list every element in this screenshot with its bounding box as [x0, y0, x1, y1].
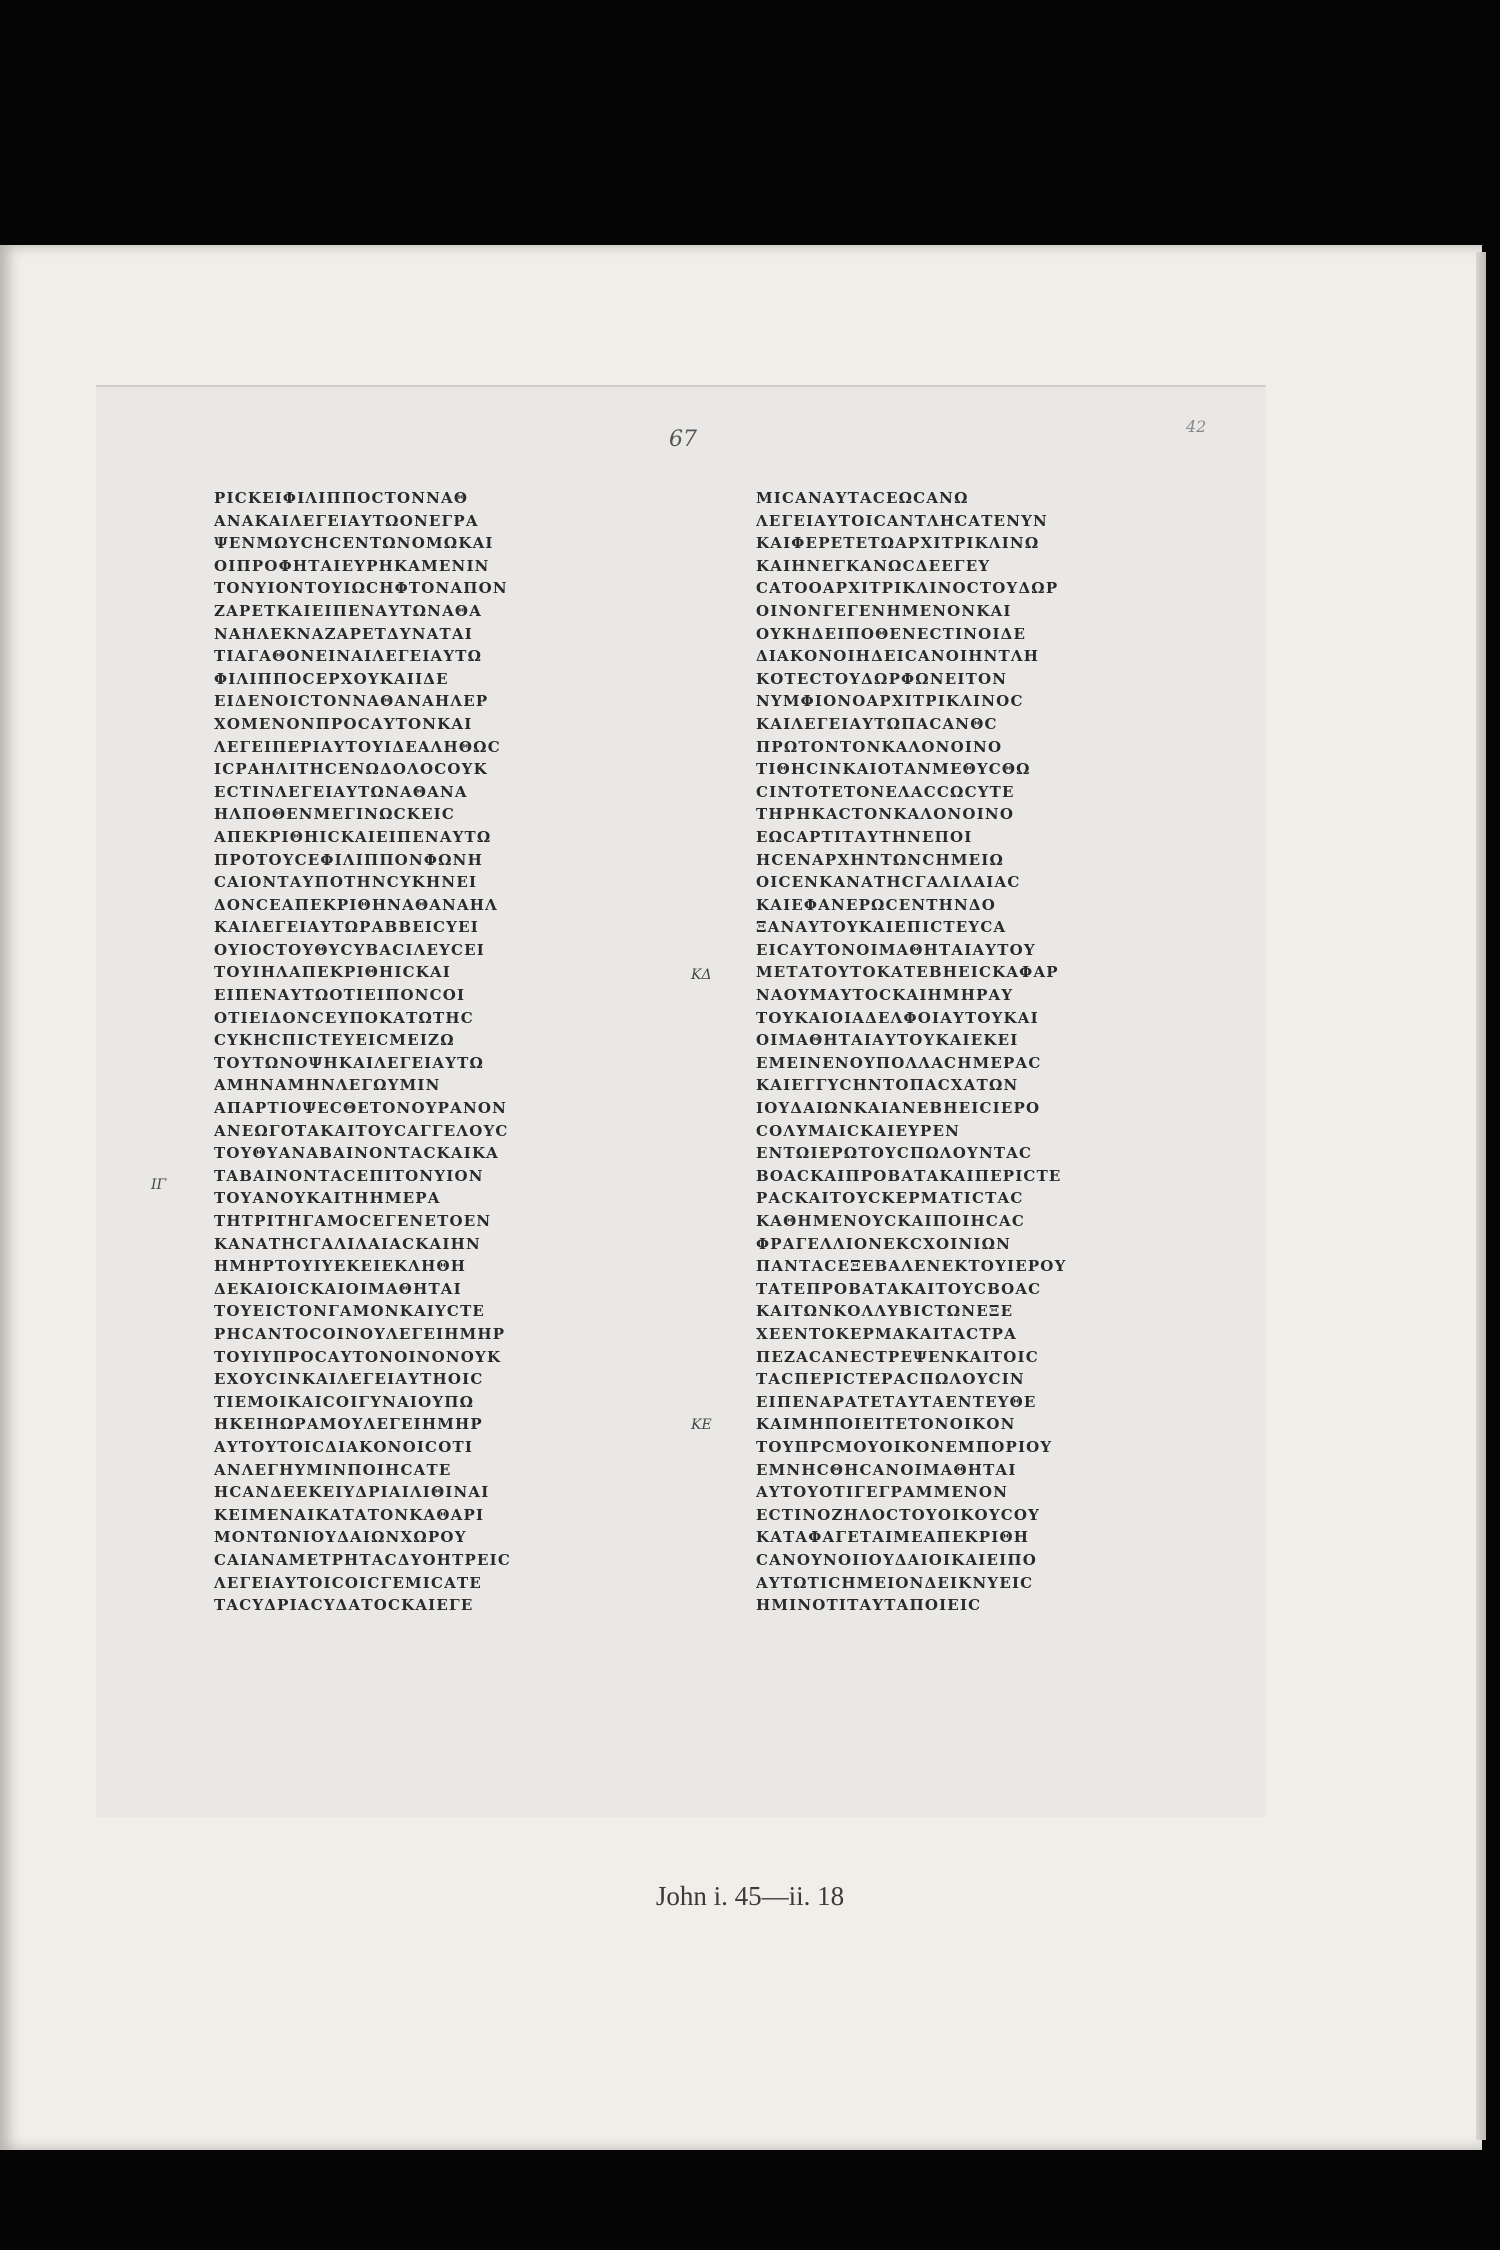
manuscript-line: ΨΕΝΜΩΥCΗCΕΝΤΩΝΟΜΩΚΑΙ: [214, 534, 494, 553]
manuscript-line: ΚΑΙΕΦΑΝΕΡΩCΕΝΤΗΝΔΟ: [756, 895, 997, 914]
margin-mark: ΙΓ: [151, 1177, 167, 1193]
manuscript-line: ΚΑΙΗΝΕΓΚΑΝΩCΔΕΕΓΕΥ: [756, 556, 991, 575]
manuscript-line: ΞΑΝΑΥΤΟΥΚΑΙΕΠΙCΤΕΥCΑ: [756, 918, 1007, 937]
manuscript-plate: [96, 385, 1266, 1817]
manuscript-line: ΤΑCΠΕΡΙCΤΕΡΑCΠΩΛΟΥCΙΝ: [756, 1370, 1025, 1389]
manuscript-line: ΕΙΔΕΝΟΙCΤΟΝΝΑΘΑΝΑΗΛΕΡ: [214, 692, 489, 711]
left-text-column: [214, 487, 684, 1617]
manuscript-line: ΕΜΕΙΝΕΝΟΥΠΟΛΛΑCΗΜΕΡΑC: [756, 1053, 1042, 1072]
manuscript-line: ΤΙΘΗCΙΝΚΑΙΟΤΑΝΜΕΘΥCΘΩ: [756, 760, 1031, 779]
manuscript-line: ΙCΡΑΗΛΙΤΗCΕΝΩΔΟΛΟCΟΥΚ: [214, 760, 488, 779]
manuscript-line: ΜΙCΑΝΑΥΤΑCΕΩCΑΝΩ: [756, 489, 969, 507]
manuscript-line: ΕCΤΙΝΟΖΗΛΟCΤΟΥΟΙΚΟΥCΟΥ: [756, 1505, 1041, 1524]
manuscript-line: ΑΥΤΟΥΟΤΙΓΕΓΡΑΜΜΕΝΟΝ: [756, 1483, 1009, 1502]
manuscript-line: ΧΕΕΝΤΟΚΕΡΜΑΚΑΙΤΑCΤΡΑ: [756, 1324, 1017, 1343]
manuscript-line: ΔΕΚΑΙΟΙCΚΑΙΟΙΜΑΘΗΤΑΙ: [214, 1279, 462, 1298]
manuscript-line: ΡΙCΚΕΙΦΙΛΙΠΠΟCΤΟΝΝΑΘ: [214, 489, 469, 507]
manuscript-line: ΕΩCΑΡΤΙΤΑΥΤΗΝΕΠΟΙ: [756, 827, 973, 846]
manuscript-line: ΤΟΝΥΙΟΝΤΟΥΙΩCΗΦΤΟΝΑΠΟΝ: [214, 579, 508, 598]
manuscript-line: CΑΙΑΝΑΜΕΤΡΗΤΑCΔΥΟΗΤΡΕΙC: [214, 1550, 511, 1569]
manuscript-line: ΗCΕΝΑΡΧΗΝΤΩΝCΗΜΕΙΩ: [756, 850, 1005, 869]
manuscript-line: ΟΙCΕΝΚΑΝΑΤΗCΓΑΛΙΛΑΙΑC: [756, 873, 1021, 892]
manuscript-line: ΑΜΗΝΑΜΗΝΛΕΓΩΥΜΙΝ: [214, 1076, 441, 1095]
manuscript-line: ΚΟΤΕCΤΟΥΔΩΡΦΩΝΕΙΤΟΝ: [756, 669, 1008, 688]
manuscript-line: ΕCΤΙΝΛΕΓΕΙΑΥΤΩΝΑΘΑΝΑ: [214, 782, 468, 801]
manuscript-line: ΤΟΥΘΥΑΝΑΒΑΙΝΟΝΤΑCΚΑΙΚΑ: [214, 1144, 500, 1163]
manuscript-line: ΚΑΙΛΕΓΕΙΑΥΤΩΡΑΒΒΕΙCΥΕΙ: [214, 918, 479, 937]
manuscript-line: ΝΑΟΥΜΑΥΤΟCΚΑΙΗΜΗΡΑΥ: [756, 986, 1014, 1005]
manuscript-line: ΑΥΤΩΤΙCΗΜΕΙΟΝΔΕΙΚΝΥΕΙC: [756, 1573, 1034, 1592]
manuscript-line: ΗΜΙΝΟΤΙΤΑΥΤΑΠΟΙΕΙC: [756, 1596, 982, 1615]
manuscript-line: ΔΟΝCΕΑΠΕΚΡΙΘΗΝΑΘΑΝΑΗΛ: [214, 895, 499, 914]
manuscript-line: ΝΥΜΦΙΟΝΟΑΡΧΙΤΡΙΚΛΙΝΟC: [756, 692, 1024, 711]
manuscript-line: ΤΗΤΡΙΤΗΓΑΜΟCΕΓΕΝΕΤΟΕΝ: [214, 1212, 492, 1230]
manuscript-line: CΑΤΟΟΑΡΧΙΤΡΙΚΛΙΝΟCΤΟΥΔΩΡ: [756, 579, 1059, 598]
manuscript-line: ΟΥΚΗΔΕΙΠΟΘΕΝΕCΤΙΝΟΙΔΕ: [756, 624, 1027, 643]
manuscript-line: CΥΚΗCΠΙCΤΕΥΕΙCΜΕΙΖΩ: [214, 1031, 455, 1050]
manuscript-line: ΠΕΖΑCΑΝΕCΤΡΕΨΕΝΚΑΙΤΟΙC: [756, 1347, 1039, 1366]
manuscript-line: ΖΑΡΕΤΚΑΙΕΙΠΕΝΑΥΤΩΝΑΘΑ: [214, 601, 483, 620]
manuscript-line: CΑΝΟΥΝΟΙΙΟΥΔΑΙΟΙΚΑΙΕΙΠΟ: [756, 1550, 1037, 1569]
margin-mark: ΚΕ: [691, 1417, 712, 1433]
manuscript-line: ΤΙΑΓΑΘΟΝΕΙΝΑΙΛΕΓΕΙΑΥΤΩ: [214, 647, 483, 666]
manuscript-line: ΚΕΙΜΕΝΑΙΚΑΤΑΤΟΝΚΑΘΑΡΙ: [214, 1505, 485, 1524]
margin-mark: ΚΔ: [691, 967, 712, 983]
manuscript-line: ΤΟΥΚΑΙΟΙΑΔΕΛΦΟΙΑΥΤΟΥΚΑΙ: [756, 1008, 1039, 1027]
manuscript-line: CΙΝΤΟΤΕΤΟΝΕΛΑCCΩCΥΤΕ: [756, 782, 1015, 801]
manuscript-line: ΗΚΕΙΗΩΡΑΜΟΥΛΕΓΕΙΗΜΗΡ: [214, 1415, 483, 1434]
plate-caption: John i. 45—ii. 18: [655, 1881, 845, 1911]
manuscript-line: ΗCΑΝΔΕΕΚΕΙΥΔΡΙΑΙΛΙΘΙΝΑΙ: [214, 1483, 490, 1502]
manuscript-line: ΚΑΙΛΕΓΕΙΑΥΤΩΠΑCΑΝΘC: [756, 714, 998, 733]
manuscript-line: ΗΛΠΟΘΕΝΜΕΓΙΝΩCΚΕΙC: [214, 805, 455, 824]
manuscript-line: ΧΟΜΕΝΟΝΠΡΟCΑΥΤΟΝΚΑΙ: [214, 714, 473, 733]
manuscript-line: ΑΝΕΩΓΟΤΑΚΑΙΤΟΥCΑΓΓΕΛΟΥC: [214, 1121, 509, 1140]
manuscript-line: ΤΗΡΗΚΑCΤΟΝΚΑΛΟΝΟΙΝΟ: [756, 805, 1015, 824]
corner-number: 42: [1186, 417, 1207, 436]
manuscript-line: ΦΡΑΓΕΛΛΙΟΝΕΚCΧΟΙΝΙΩΝ: [756, 1234, 1012, 1253]
manuscript-line: ΤΟΥΕΙCΤΟΝΓΑΜΟΝΚΑΙΥCΤΕ: [214, 1302, 486, 1321]
right-text-column: [756, 487, 1226, 1617]
manuscript-line: ΚΑΙΦΕΡΕΤΕΤΩΑΡΧΙΤΡΙΚΛΙΝΩ: [756, 534, 1040, 553]
manuscript-line: ΚΑΤΑΦΑΓΕΤΑΙΜΕΑΠΕΚΡΙΘΗ: [756, 1528, 1030, 1547]
manuscript-line: CΟΛΥΜΑΙCΚΑΙΕΥΡΕΝ: [756, 1121, 961, 1140]
manuscript-line: ΑΠΑΡΤΙΟΨΕCΘΕΤΟΝΟΥΡΑΝΟΝ: [214, 1099, 508, 1118]
manuscript-line: ΤΑCΥΔΡΙΑCΥΔΑΤΟCΚΑΙΕΓΕ: [214, 1596, 474, 1615]
manuscript-line: ΚΑΝΑΤΗCΓΑΛΙΛΑΙΑCΚΑΙΗΝ: [214, 1234, 481, 1253]
manuscript-line: ΙΟΥΔΑΙΩΝΚΑΙΑΝΕΒΗΕΙCΙΕΡΟ: [756, 1099, 1041, 1118]
manuscript-line: ΑΝΛΕΓΗΥΜΙΝΠΟΙΗCΑΤΕ: [214, 1460, 452, 1479]
manuscript-line: ΠΑΝΤΑCΕΞΕΒΑΛΕΝΕΚΤΟΥΙΕΡΟΥ: [756, 1257, 1067, 1276]
manuscript-line: CΑΙΟΝΤΑΥΠΟΤΗΝCΥΚΗΝΕΙ: [214, 873, 478, 892]
manuscript-line: ΤΟΥΙΥΠΡΟCΑΥΤΟΝΟΙΝΟΝΟΥΚ: [214, 1347, 502, 1366]
manuscript-line: ΕΙΠΕΝΑΥΤΩΟΤΙΕΙΠΟΝCΟΙ: [214, 986, 466, 1005]
manuscript-line: ΤΑΒΑΙΝΟΝΤΑCΕΠΙΤΟΝΥΙΟΝ: [214, 1166, 484, 1185]
manuscript-line: ΜΕΤΑΤΟΥΤΟΚΑΤΕΒΗΕΙCΚΑΦΑΡ: [756, 963, 1059, 982]
manuscript-line: ΤΟΥΤΩΝΟΨΗΚΑΙΛΕΓΕΙΑΥΤΩ: [214, 1053, 485, 1072]
manuscript-line: ΟΤΙΕΙΔΟΝCΕΥΠΟΚΑΤΩΤΗC: [214, 1008, 474, 1027]
manuscript-line: ΗΜΗΡΤΟΥΙΥΕΚΕΙΕΚΛΗΘΗ: [214, 1257, 467, 1276]
book-page-edge: [1476, 252, 1486, 2140]
manuscript-line: ΤΟΥΙΗΛΑΠΕΚΡΙΘΗΙCΚΑΙ: [214, 963, 452, 982]
manuscript-line: ΦΙΛΙΠΠΟCΕΡΧΟΥΚΑΙΙΔΕ: [214, 669, 449, 688]
manuscript-line: ΤΟΥΑΝΟΥΚΑΙΤΗΗΜΕΡΑ: [214, 1189, 441, 1208]
manuscript-line: ΠΡΟΤΟΥCΕΦΙΛΙΠΠΟΝΦΩΝΗ: [214, 850, 483, 869]
manuscript-line: ΤΑΤΕΠΡΟΒΑΤΑΚΑΙΤΟΥCΒΟΑC: [756, 1279, 1042, 1298]
manuscript-line: ΑΥΤΟΥΤΟΙCΔΙΑΚΟΝΟΙCΟΤΙ: [214, 1437, 474, 1456]
manuscript-line: ΤΙΕΜΟΙΚΑΙCΟΙΓΥΝΑΙΟΥΠΩ: [214, 1392, 475, 1411]
manuscript-line: ΟΙΠΡΟΦΗΤΑΙΕΥΡΗΚΑΜΕΝΙΝ: [214, 556, 490, 575]
manuscript-line: ΕΙCΑΥΤΟΝΟΙΜΑΘΗΤΑΙΑΥΤΟΥ: [756, 940, 1036, 959]
manuscript-line: ΒΟΑCΚΑΙΠΡΟΒΑΤΑΚΑΙΠΕΡΙCΤΕ: [756, 1166, 1062, 1185]
manuscript-line: ΚΑΙΕΓΓΥCΗΝΤΟΠΑCΧΑΤΩΝ: [756, 1076, 1019, 1095]
folio-number: 67: [669, 427, 697, 452]
manuscript-line: ΟΙΝΟΝΓΕΓΕΝΗΜΕΝΟΝΚΑΙ: [756, 601, 1012, 620]
manuscript-line: ΕΧΟΥCΙΝΚΑΙΛΕΓΕΙΑΥΤΗΟΙC: [214, 1370, 484, 1389]
manuscript-line: ΝΑΗΛΕΚΝΑΖΑΡΕΤΔΥΝΑΤΑΙ: [214, 624, 473, 643]
manuscript-line: ΟΥΙΟCΤΟΥΘΥCΥΒΑCΙΛΕΥCΕΙ: [214, 940, 485, 959]
manuscript-line: ΛΕΓΕΙΠΕΡΙΑΥΤΟΥΙΔΕΑΛΗΘΩC: [214, 737, 501, 756]
manuscript-line: ΔΙΑΚΟΝΟΙΗΔΕΙCΑΝΟΙΗΝΤΛΗ: [756, 647, 1040, 666]
manuscript-line: ΛΕΓΕΙΑΥΤΟΙCΑΝΤΛΗCΑΤΕΝΥΝ: [756, 511, 1048, 530]
manuscript-line: ΤΟΥΠΡCΜΟΥΟΙΚΟΝΕΜΠΟΡΙΟΥ: [756, 1437, 1053, 1456]
manuscript-line: ΑΝΑΚΑΙΛΕΓΕΙΑΥΤΩΟΝΕΓΡΑ: [214, 511, 479, 530]
manuscript-line: ΚΑΙΤΩΝΚΟΛΛΥΒΙCΤΩΝΕΞΕ: [756, 1302, 1014, 1321]
manuscript-line: ΚΑΘΗΜΕΝΟΥCΚΑΙΠΟΙΗCΑC: [756, 1212, 1026, 1230]
manuscript-line: ΟΙΜΑΘΗΤΑΙΑΥΤΟΥΚΑΙΕΚΕΙ: [756, 1031, 1019, 1050]
manuscript-line: ΜΟΝΤΩΝΙΟΥΔΑΙΩΝΧΩΡΟΥ: [214, 1528, 467, 1547]
manuscript-line: ΕΙΠΕΝΑΡΑΤΕΤΑΥΤΑΕΝΤΕΥΘΕ: [756, 1392, 1037, 1411]
manuscript-line: ΡΑCΚΑΙΤΟΥCΚΕΡΜΑΤΙCΤΑC: [756, 1189, 1024, 1208]
manuscript-line: ΠΡΩΤΟΝΤΟΝΚΑΛΟΝΟΙΝΟ: [756, 737, 1003, 756]
manuscript-line: ΡΗCΑΝΤΟCΟΙΝΟΥΛΕΓΕΙΗΜΗΡ: [214, 1324, 506, 1343]
manuscript-line: ΚΑΙΜΗΠΟΙΕΙΤΕΤΟΝΟΙΚΟΝ: [756, 1415, 1016, 1434]
manuscript-line: ΕΝΤΩΙΕΡΩΤΟΥCΠΩΛΟΥΝΤΑC: [756, 1144, 1033, 1163]
manuscript-line: ΕΜΝΗCΘΗCΑΝΟΙΜΑΘΗΤΑΙ: [756, 1460, 1017, 1479]
manuscript-line: ΛΕΓΕΙΑΥΤΟΙCΟΙCΓΕΜΙCΑΤΕ: [214, 1573, 482, 1592]
manuscript-line: ΑΠΕΚΡΙΘΗΙCΚΑΙΕΙΠΕΝΑΥΤΩ: [214, 827, 492, 846]
